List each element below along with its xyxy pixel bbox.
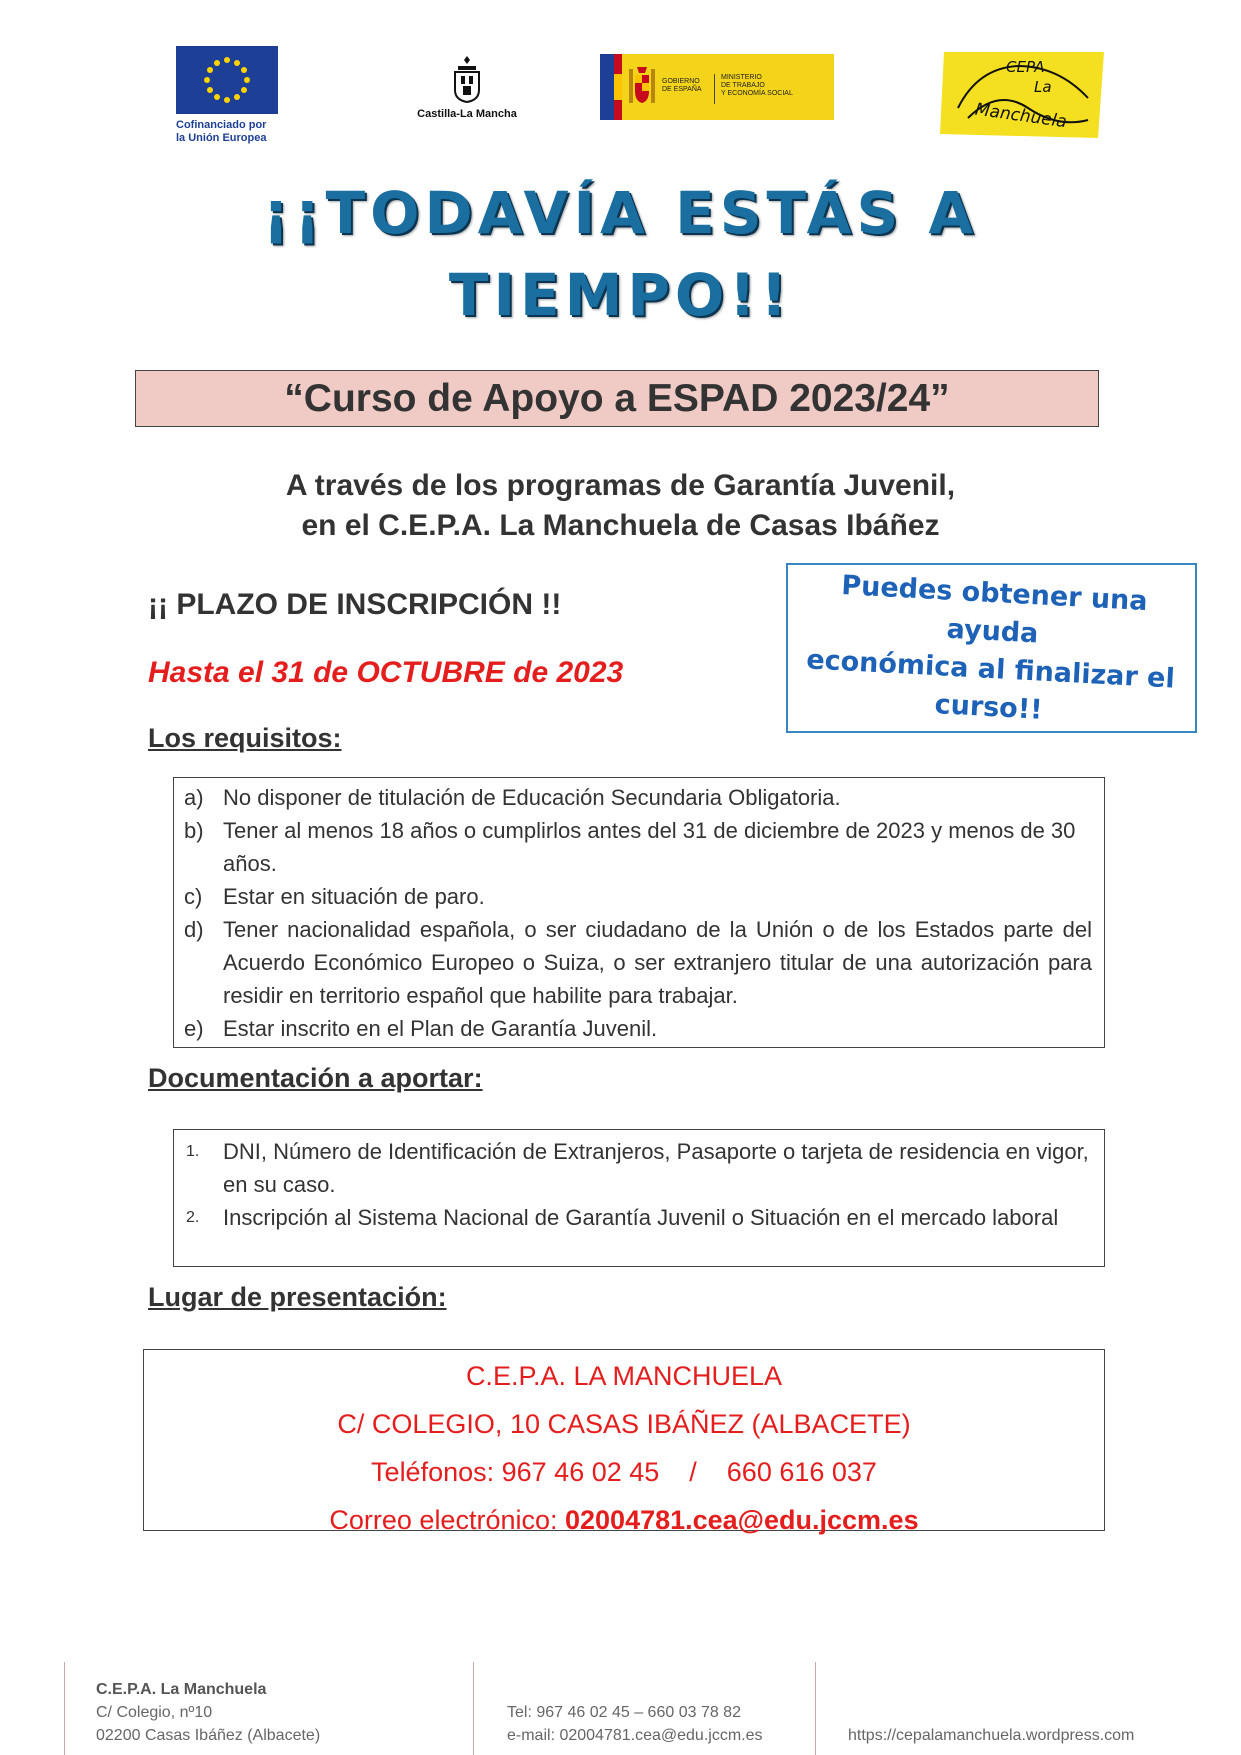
cepa-la-manchuela-logo [938,48,1110,142]
item-text: DNI, Número de Identificación de Extranjeros, Pasaporte o tarjeta de residencia en vigor, en su caso. [223,1139,1089,1197]
footer-contact [507,1701,763,1747]
list-item [184,814,1092,880]
main-headline [0,172,1241,336]
ministry-text: DE TRABAJO [721,82,765,89]
coat-of-arms-icon [622,54,662,120]
subtitle-line: A través de los programas de Garantía Juvenil, [285,469,956,502]
list-item [184,1201,1092,1234]
item-marker: a) [184,785,204,810]
callout-line: Puedes obtener una ayuda [840,570,1149,650]
footer-address [96,1678,320,1747]
ministry-text: MINISTERIO [721,74,762,81]
email-label: Correo electrónico: [329,1505,565,1535]
footer-divider [815,1662,816,1755]
list-item [184,1135,1092,1201]
spanish-flag-icon [614,54,622,120]
cepa-logo-text: CEPA [1006,58,1045,76]
center-phones: Teléfonos: 967 46 02 45 / 660 616 037 [371,1457,877,1487]
list-item [184,781,1092,814]
ministry-text: Y ECONOMÍA SOCIAL [721,90,793,97]
item-text: Estar inscrito en el Plan de Garantía Juvenil. [223,1016,658,1041]
footer-street: C/ Colegio, nº10 [96,1704,213,1721]
item-marker: e) [184,1016,204,1041]
gov-text: DE ESPAÑA [662,86,702,93]
gobierno-espana-logo [600,54,834,120]
requirements-heading: Los requisitos: [148,723,342,753]
headline-line: TIEMPO!! [448,261,793,329]
list-item [184,913,1092,1012]
list-item [184,880,1092,913]
subtitle-line: en el C.E.P.A. La Manchuela de Casas Ibáñez [301,509,940,542]
eu-logo-text: Cofinanciado por [176,119,267,131]
contact-box [143,1349,1105,1535]
footer-tel: Tel: 967 46 02 45 – 660 03 78 82 [507,1704,741,1721]
item-text: Tener nacionalidad española, o ser ciudadano de la Unión o de los Estados parte del Acuerdo Económico Europeo o Suiza, o ser extranjero titular de una autorización para residir en territorio español que habilite para trabajar. [223,917,1092,1008]
item-text: Tener al menos 18 años o cumplirlos antes del 31 de diciembre de 2023 y menos de 30 años. [223,818,1076,876]
footer-web [848,1724,1134,1747]
castilla-la-mancha-logo [412,54,522,120]
castle-emblem-icon [452,54,482,104]
registration-period-title: ¡¡ PLAZO DE INSCRIPCIÓN !! [148,588,562,621]
item-marker: d) [184,917,204,942]
clm-logo-text: Castilla-La Mancha [417,108,517,120]
center-address: C/ COLEGIO, 10 CASAS IBÁÑEZ (ALBACETE) [337,1409,911,1439]
footer-website-link[interactable]: https://cepalamanchuela.wordpress.com [848,1727,1135,1744]
cepa-logo-text: La [1034,78,1052,96]
eu-logo-text: la Unión Europea [176,132,267,144]
eu-flag-icon [176,46,278,114]
deadline-text: Hasta el 31 de OCTUBRE de 2023 [148,656,624,689]
center-email-line [144,1496,1104,1544]
footer-center-name: C.E.P.A. La Manchuela [96,1681,267,1698]
documentation-list [173,1129,1105,1267]
documentation-heading: Documentación a aportar: [148,1063,483,1093]
eu-cofinancing-logo [176,46,278,145]
item-text: Inscripción al Sistema Nacional de Garantía Juvenil o Situación en el mercado laboral [223,1205,1059,1230]
footer-city: 02200 Casas Ibáñez (Albacete) [96,1727,321,1744]
financial-aid-callout [786,563,1197,733]
footer-divider [473,1662,474,1755]
email-link[interactable]: 02004781.cea@edu.jccm.es [565,1505,919,1535]
item-marker: b) [184,818,204,843]
item-text: No disponer de titulación de Educación Secundaria Obligatoria. [223,785,841,810]
callout-line: económica al finalizar el [805,644,1176,695]
headline-line: ¡¡TODAVÍA ESTÁS A [262,179,979,247]
list-item [184,1012,1092,1045]
cepa-logo-text: Manchuela [973,99,1069,133]
course-title: “Curso de Apoyo a ESPAD 2023/24” [135,370,1099,427]
footer-email[interactable]: e-mail: 02004781.cea@edu.jccm.es [507,1727,763,1744]
item-marker: c) [184,884,203,909]
footer-divider [64,1662,65,1755]
spanish-flag-stripe [600,54,614,120]
requirements-list [173,777,1105,1048]
item-marker: 2. [186,1209,200,1226]
item-text: Estar en situación de paro. [223,884,485,909]
subtitle [0,466,1241,546]
callout-line: curso!! [933,689,1044,726]
item-marker: 1. [186,1143,200,1160]
gov-text: GOBIERNO [662,78,700,85]
center-name: C.E.P.A. LA MANCHUELA [465,1361,783,1391]
place-heading: Lugar de presentación: [148,1282,447,1312]
